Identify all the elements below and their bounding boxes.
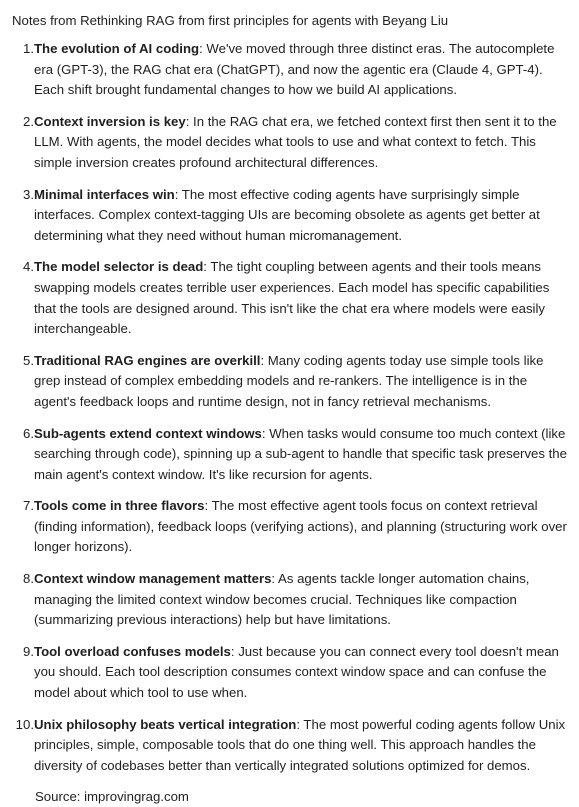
item-body xyxy=(34,185,571,247)
list-item xyxy=(12,642,571,704)
item-text: : We've moved through three distinct eras. The autocomplete era (GPT-3), the RAG chat era (ChatGPT), and now the agentic era (Claude 4, GPT-4). Each shift brought fundamental changes to how we build AI applications. xyxy=(34,41,555,98)
item-text: : In the RAG chat era, we fetched context first then sent it to the LLM. With agents, the model decides what tools to use and what context to fetch. This simple inversion creates profound architectural differences. xyxy=(34,113,557,170)
item-heading: Unix philosophy beats vertical integration xyxy=(34,716,297,732)
item-number: 3. xyxy=(23,186,34,202)
item-body xyxy=(34,642,571,704)
item-number: 8. xyxy=(23,571,34,587)
item-text: : Many coding agents today use simple tools like grep instead of complex embedding models and re-rankers. The intelligence is in the agent's feedback loops and runtime design, not in fancy retrieval mechanisms. xyxy=(34,352,544,409)
item-text: : The most powerful coding agents follow Unix principles, simple, composable tools that do one thing well. This approach handles the diversity of codebases better than vertically integrated solutions optimized for demos. xyxy=(34,716,566,773)
item-heading: The evolution of AI coding xyxy=(34,41,200,56)
item-number: 7. xyxy=(23,498,34,514)
list-item xyxy=(12,351,571,413)
item-heading: Context inversion is key xyxy=(34,113,186,129)
list-item xyxy=(12,257,571,339)
item-body xyxy=(34,569,571,631)
document-title: Notes from Rethinking RAG from first principles for agents with Beyang Liu xyxy=(12,13,449,28)
item-number: 6. xyxy=(23,425,34,441)
item-number: 10. xyxy=(15,716,34,732)
item-text: : The tight coupling between agents and their tools means swapping models creates terrible user experiences. Each model has specific capabilities that the tools are designed around. This isn't like the chat era where models were easily interchangeable. xyxy=(34,259,550,337)
item-body xyxy=(34,424,571,486)
item-body xyxy=(34,257,571,339)
list-item xyxy=(12,424,571,486)
item-number: 1. xyxy=(23,41,34,56)
list-item xyxy=(12,715,571,777)
item-body xyxy=(34,112,571,174)
item-heading: Sub-agents extend context windows xyxy=(34,425,262,441)
notes-list xyxy=(12,39,571,776)
list-item xyxy=(12,496,571,558)
item-text: : As agents tackle longer automation chains, managing the limited context window becomes crucial. Techniques like compaction (summarizing previous interactions) help but have limitations. xyxy=(34,571,530,628)
item-heading: Tools come in three flavors xyxy=(34,498,205,514)
item-body xyxy=(34,39,571,101)
item-heading: Minimal interfaces win xyxy=(34,186,175,202)
item-number: 9. xyxy=(23,643,34,659)
item-heading: The model selector is dead xyxy=(34,259,204,275)
item-number: 4. xyxy=(23,259,34,275)
item-number: 2. xyxy=(23,113,34,129)
item-body xyxy=(34,496,571,558)
source-line: Source: improvingrag.com xyxy=(35,789,189,805)
item-text: : The most effective agent tools focus on context retrieval (finding information), feedback loops (verifying actions), and planning (structuring work over longer horizons). xyxy=(34,498,567,555)
item-text: : The most effective coding agents have surprisingly simple interfaces. Complex context-tagging UIs are becoming obsolete as agents get better at determining what they need without human micromanagement. xyxy=(34,186,540,243)
item-heading: Tool overload confuses models xyxy=(34,643,231,659)
item-text: : Just because you can connect every tool doesn't mean you should. Each tool description consumes context window space and can confuse the model about which tool to use when. xyxy=(34,643,559,701)
list-item xyxy=(12,569,571,631)
list-item xyxy=(12,39,571,101)
item-heading: Context window management matters xyxy=(34,571,272,587)
item-text: : When tasks would consume too much context (like searching through code), spinning up a sub-agent to handle that specific task preserves the main agent's context window. It's like recursion for agents. xyxy=(34,425,567,482)
list-item xyxy=(12,112,571,174)
list-item xyxy=(12,185,571,247)
item-heading: Traditional RAG engines are overkill xyxy=(34,352,261,368)
item-number: 5. xyxy=(23,352,34,368)
item-body xyxy=(34,715,571,777)
item-body xyxy=(34,351,571,413)
